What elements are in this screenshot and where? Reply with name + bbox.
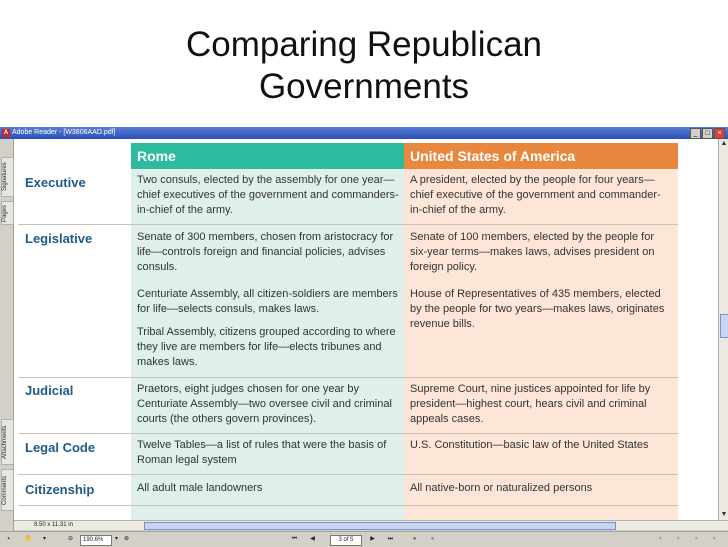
legal-code-us: U.S. Constitution—basic law of the United States — [410, 439, 649, 451]
navigation-pane — [0, 139, 14, 532]
legislative-us-house: House of Representatives of 435 members, elected by the people for two years—makes laws, originates revenue bills. — [410, 288, 665, 330]
executive-rome: Two consuls, elected by the assembly for one year—chief executives of the government and commanders-in-chief of the army. — [137, 174, 399, 216]
row-divider — [18, 224, 678, 225]
minimize-button[interactable]: _ — [690, 128, 701, 139]
row-label-judicial: Judicial — [25, 383, 74, 398]
row-label-legal-code: Legal Code — [25, 440, 96, 455]
prev-page-icon[interactable]: ◀ — [310, 536, 315, 542]
scroll-down-icon[interactable]: ▼ — [720, 511, 728, 518]
judicial-rome: Praetors, eight judges chosen for one year by Centuriate Assembly—two oversee civil and criminal courts (the others govern provinces). — [137, 383, 392, 425]
facing-icon[interactable]: ▫ — [695, 536, 698, 542]
status-toolbar — [0, 531, 728, 547]
row-label-executive: Executive — [25, 175, 86, 190]
zoom-field[interactable]: 190.6% — [80, 535, 112, 546]
zoom-out-icon[interactable]: ⊖ — [67, 536, 74, 542]
legislative-rome-senate: Senate of 300 members, chosen from aristocracy for life—controls foreign and financial policies, advises consuls. — [137, 231, 394, 273]
row-label-legislative: Legislative — [25, 231, 93, 246]
zoom-menu-icon[interactable]: ▾ — [114, 536, 118, 542]
legislative-rome-tribal: Tribal Assembly, citizens grouped according to where they live are members for life—elects tribunes and makes laws. — [137, 326, 396, 368]
next-page-icon[interactable]: ▶ — [370, 536, 375, 542]
citizenship-us: All native-born or naturalized persons — [410, 482, 593, 494]
scroll-up-icon[interactable]: ▲ — [720, 140, 728, 147]
save-icon[interactable]: ▪ — [7, 536, 10, 542]
row-divider — [18, 377, 678, 378]
document-view[interactable] — [14, 139, 718, 520]
tab-signatures[interactable]: Signatures — [1, 157, 14, 197]
slide-title-line2: Governments — [258, 67, 470, 106]
adobe-reader-icon: A — [3, 130, 9, 136]
select-tool-icon[interactable]: ▾ — [42, 536, 46, 542]
judicial-us: Supreme Court, nine justices appointed for life by president—highest court, hears civil and criminal appeals cases. — [410, 383, 651, 425]
legislative-rome-centuriate: Centuriate Assembly, all citizen-soldiers are members for life—selects consuls, makes laws. — [137, 288, 398, 315]
tab-pages[interactable]: Pages — [1, 201, 14, 225]
row-divider — [18, 474, 678, 475]
page-size-readout: 8.50 x 11.31 in — [34, 522, 73, 528]
executive-us: A president, elected by the people for four years—chief executive of the government and commander-in-chief of the army. — [410, 174, 661, 216]
citizenship-rome: All adult male landowners — [137, 482, 263, 494]
comparison-table — [14, 139, 718, 520]
first-page-icon[interactable]: ⏮ — [291, 536, 298, 542]
page-number-field[interactable]: 3 of 5 — [330, 535, 362, 546]
close-button[interactable]: × — [714, 128, 725, 139]
row-label-citizenship: Citizenship — [25, 482, 95, 497]
legislative-us-senate: Senate of 100 members, elected by the people for six-year terms—makes laws, advises president on foreign policy. — [410, 231, 655, 273]
window-title: Adobe Reader - [W3806AAD.pdf] — [12, 129, 116, 136]
vertical-scroll-thumb[interactable] — [720, 314, 728, 338]
vertical-scrollbar[interactable] — [718, 139, 728, 520]
horizontal-scroll-thumb[interactable] — [144, 522, 616, 530]
legal-code-rome: Twelve Tables—a list of rules that were the basis of Roman legal system — [137, 439, 387, 466]
single-page-icon[interactable]: ▫ — [659, 536, 662, 542]
maximize-button[interactable]: □ — [702, 128, 713, 139]
header-us: United States of America — [404, 143, 678, 169]
tab-comments[interactable]: Comments — [1, 469, 14, 511]
slide-title — [0, 24, 728, 108]
forward-icon[interactable]: ● — [430, 536, 435, 542]
horizontal-scrollbar[interactable] — [14, 520, 728, 530]
zoom-in-icon[interactable]: ⊕ — [123, 536, 130, 542]
row-divider — [18, 433, 678, 434]
window-titlebar[interactable] — [0, 127, 728, 139]
tab-attachments[interactable]: Attachments — [1, 419, 14, 465]
last-page-icon[interactable]: ⏭ — [387, 536, 394, 542]
hand-tool-icon[interactable]: ✋ — [24, 536, 33, 542]
slide-title-line1: Comparing Republican — [185, 25, 543, 64]
continuous-icon[interactable]: ▫ — [677, 536, 680, 542]
header-rome: Rome — [131, 143, 404, 169]
adobe-reader-window — [0, 127, 728, 546]
row-divider — [18, 505, 678, 506]
continuous-facing-icon[interactable]: ▫ — [713, 536, 716, 542]
back-icon[interactable]: ● — [412, 536, 417, 542]
